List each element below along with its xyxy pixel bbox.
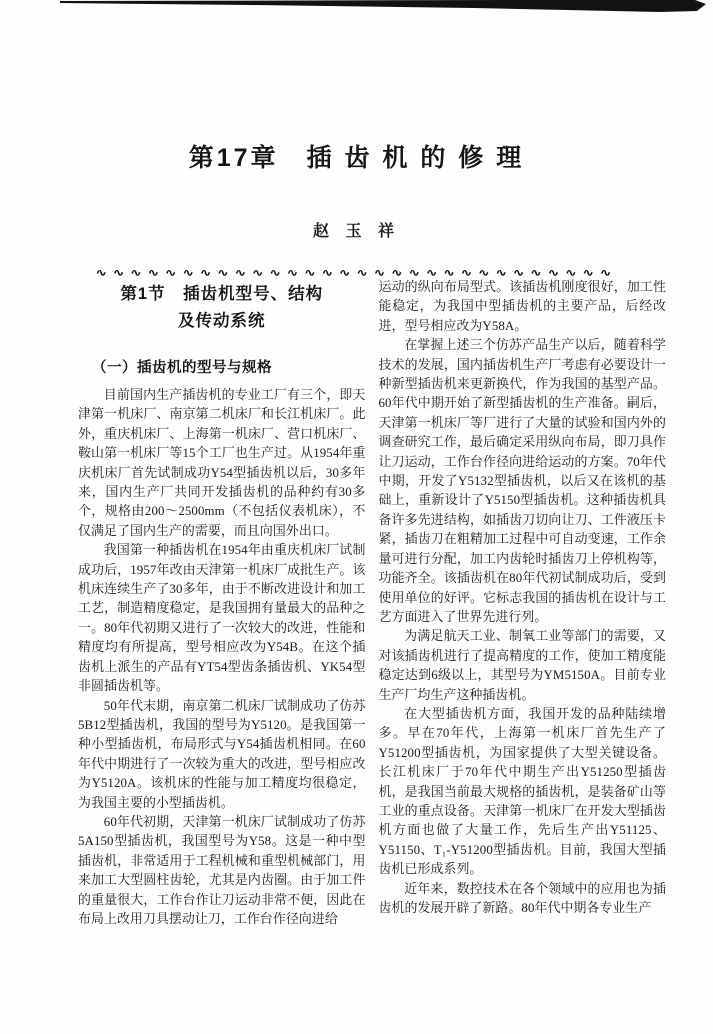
paragraph: 近年来，数控技术在各个领域中的应用也为插齿机的发展开辟了新路。80年代中期各专业生产 xyxy=(378,881,666,915)
right-column xyxy=(379,278,667,929)
section-heading xyxy=(78,281,366,335)
paragraph-continuation: 运动的纵向布局型式。该插齿机刚度很好，加工性能稳定，为我国中型插齿机的主要产品，后经改进，型号相应改为Y58A。 xyxy=(378,280,666,333)
paragraph: 为满足航天工业、制氧工业等部门的需要，又对该插齿机进行了提高精度的工作，使加工精度能稳定达到6级以上，其型号为YM5150A。目前专业生产厂均生产这种插齿机。 xyxy=(378,629,666,702)
two-column-text-block xyxy=(78,278,666,929)
paragraph: 60年代初期，天津第一机床厂试制成功了仿苏5A150型插齿机，我国型号为Y58。这是一种中型插齿机，非常适用于工程机械和重型机械部门，用来加工大型圆柱齿轮，尤其是内齿圈。由于加工件的重量很大，工作台作让刀运动非常不便，因此在布局上改用刀具摆动让刀，工作台作径向进给 xyxy=(78,814,366,926)
subsection-heading: （一）插齿机的型号与规格 xyxy=(92,360,272,376)
left-column xyxy=(78,278,366,929)
author-name: 赵 玉 祥 xyxy=(313,223,400,240)
chapter-title: 第17章 插 齿 机 的 修 理 xyxy=(188,144,525,172)
section-heading-line1: 第1节 插齿机型号、结构 xyxy=(120,285,324,303)
paragraph: 50年代末期，南京第二机床厂试制成功了仿苏5B12型插齿机，我国的型号为Y5120。是我国第一种小型插齿机，布局形式与Y54插齿机相同。在60年代中期进行了一次较为重大的改进，型号相应改为Y5120A。该机床的性能与加工精度均很稳定，为我国主要的小型插齿机。 xyxy=(78,698,366,810)
paragraph: 我国第一种插齿机在1954年由重庆机床厂试制成功后，1957年改由天津第一机床厂成批生产。该机床连续生产了30多年，由于不断改进设计和加工工艺，制造精度稳定，是我国拥有量最大的品种之一。80年代初期又进行了一次较大的改进，性能和精度均有所提高，型号相应改为Y54B。在这个插齿机上派生的产品有YT54型齿条插齿机、YK54型非圆插齿机等。 xyxy=(78,543,366,694)
section-heading-line2: 及传动系统 xyxy=(178,312,266,330)
paragraph: 在掌握上述三个仿苏产品生产以后，随着科学技术的发展，国内插齿机生产厂考虑有必要设计一种新型插齿机来更新换代，作为我国的基型产品。60年代中期开始了新型插齿机的生产准备。嗣后，天津第一机床厂等厂进行了大量的试验和国内外的调查研究工作，最后确定采用纵向布局，即刀具作让刀运动，工作台作径向进给运动的方案。70年代中期，开发了Y5132型插齿机，以后又在该机的基础上，重新设计了Y5150型插齿机。这种插齿机具备许多先进结构，如插齿刀切向让刀、工件液压卡紧，插齿刀在粗精加工过程中可自动变速，工作余量可进行分配，加工内齿轮时插齿刀上停机构等，功能齐全。该插齿机在80年代初试制成功后，受到使用单位的好评。它标志我国的插齿机在设计与工艺方面进入了世界先进行列。 xyxy=(378,338,666,624)
paragraph: 在大型插齿机方面，我国开发的品种陆续增多。早在70年代，上海第一机床厂首先生产了Y51200型插齿机，为国家提供了大型关键设备。长江机床厂于70年代中期生产出Y51250型插齿机，是我国当前最大规格的插齿机，是装备矿山等工业的重点设备。天津第一机床厂在开发大型插齿机方面也做了大量工作，先后生产出Y51125、Y51150、T₁-Y51200型插齿机。目前，我国大型插齿机已形成系列。 xyxy=(378,706,666,877)
ornament-divider: ∿∿∿∿∿∿∿∿∿∿∿∿∿∿∿∿∿∿∿∿∿∿∿∿∿∿∿∿∿∿ xyxy=(95,267,618,279)
paragraph: 目前国内生产插齿机的专业工厂有三个，即天津第一机床厂、南京第二机床厂和长江机床厂。此外，重庆机床厂、上海第一机床厂、营口机床厂、鞍山第一机床厂等15个工厂也生产过。从1954年重庆机床厂首先试制成功Y54型插齿机以后，30多年来，国内生产厂共同开发插齿机的品种约有30多个，规格由200～2500mm（不包括仪表机床），不仅满足了国内生产的需要，而且向国外出口。 xyxy=(78,388,366,538)
scan-edge-artifact xyxy=(0,0,713,16)
